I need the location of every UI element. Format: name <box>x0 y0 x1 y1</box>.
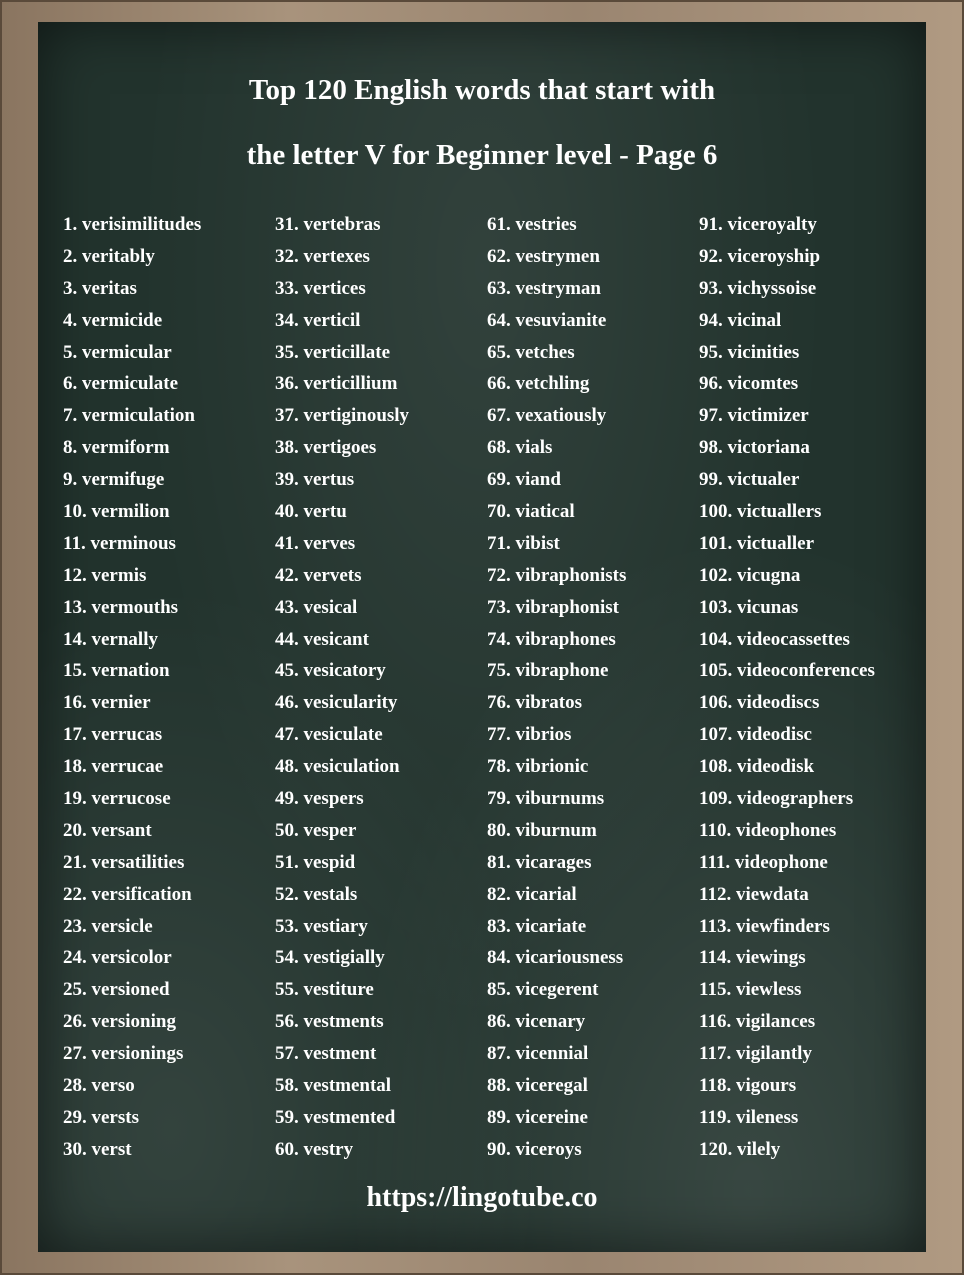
word-list-item: 55. vestiture <box>275 979 374 1001</box>
word-list-item: 69. viand <box>487 469 561 491</box>
word-list-item: 16. vernier <box>63 692 151 714</box>
word-list-item: 84. vicariousness <box>487 947 624 969</box>
word-list-item: 13. vermouths <box>63 596 179 618</box>
word-list-item: 100. victuallers <box>699 501 822 523</box>
word-list-item: 15. vernation <box>63 660 170 682</box>
title-line-1: Top 120 English words that start with <box>248 74 716 106</box>
word-list-item: 58. vestmental <box>275 1075 392 1097</box>
word-list-item: 66. vetchling <box>487 373 590 395</box>
word-list-item: 56. vestments <box>275 1011 384 1033</box>
word-list-item: 97. victimizer <box>699 405 809 427</box>
word-list-item: 57. vestment <box>275 1043 377 1065</box>
word-list-item: 89. vicereine <box>487 1106 588 1128</box>
word-list-item: 109. videographers <box>699 788 854 810</box>
word-list-item: 71. vibist <box>487 532 560 554</box>
footer-url: https://lingotube.co <box>366 1182 598 1213</box>
word-list-item: 101. victualler <box>699 532 815 554</box>
word-list-item: 41. verves <box>275 532 356 554</box>
word-list-item: 86. vicenary <box>487 1011 586 1033</box>
word-list-item: 20. versant <box>63 819 152 841</box>
word-list-item: 22. versification <box>63 883 192 905</box>
word-list-item: 74. vibraphones <box>487 628 616 650</box>
word-list-item: 59. vestmented <box>275 1106 396 1128</box>
word-list-item: 27. versionings <box>63 1043 184 1065</box>
word-list-item: 91. viceroyalty <box>699 214 817 235</box>
word-list-item: 38. vertigoes <box>275 437 377 459</box>
word-list-item: 114. viewings <box>699 947 806 969</box>
title-line-2: the letter V for Beginner level - Page 6 <box>246 139 718 171</box>
word-list-item: 4. vermicide <box>63 309 163 331</box>
word-list-item: 18. verrucae <box>63 756 164 778</box>
word-list-item: 45. vesicatory <box>275 660 386 682</box>
word-list-item: 50. vesper <box>275 819 357 841</box>
word-list-item: 111. videophone <box>699 851 828 873</box>
word-list-item: 47. vesiculate <box>275 724 383 746</box>
word-list-item: 94. vicinal <box>699 309 782 331</box>
word-column-3 <box>487 209 626 1166</box>
word-list-item: 75. vibraphone <box>487 660 609 682</box>
word-list-item: 103. vicunas <box>699 596 799 618</box>
word-list-item: 95. vicinities <box>699 341 800 363</box>
word-list-item: 11. verminous <box>63 532 176 554</box>
word-list-item: 32. vertexes <box>275 245 370 267</box>
word-list-item: 98. victoriana <box>699 437 810 459</box>
word-list-item: 118. vigours <box>699 1075 797 1097</box>
word-list-item: 7. vermiculation <box>63 405 195 427</box>
word-list-item: 119. vileness <box>699 1106 799 1128</box>
word-list-item: 85. vicegerent <box>487 979 599 1001</box>
word-list-item: 3. veritas <box>63 277 137 299</box>
word-list-item: 29. versts <box>63 1106 139 1128</box>
word-list-item: 65. vetches <box>487 341 575 363</box>
word-list-item: 80. viburnum <box>487 819 597 841</box>
word-list-item: 93. vichyssoise <box>699 277 817 299</box>
word-list-item: 12. vermis <box>63 564 147 586</box>
word-list-item: 17. verrucas <box>63 724 163 746</box>
word-list-item: 64. vesuvianite <box>487 309 607 331</box>
word-list-item: 43. vesical <box>275 596 358 618</box>
word-list-item: 78. vibrionic <box>487 756 589 778</box>
word-list-item: 51. vespid <box>275 851 356 873</box>
word-list-item: 42. vervets <box>275 564 362 586</box>
word-list-item: 117. vigilantly <box>699 1043 812 1065</box>
word-list-item: 67. vexatiously <box>487 405 607 427</box>
word-list-item: 81. vicarages <box>487 851 592 873</box>
word-list-item: 33. vertices <box>275 277 366 299</box>
word-column-4 <box>699 209 875 1166</box>
word-list-item: 99. victualer <box>699 469 800 491</box>
word-list-item: 102. vicugna <box>699 564 801 586</box>
word-list-item: 106. videodiscs <box>699 692 820 714</box>
word-list-item: 36. verticillium <box>275 373 398 395</box>
word-list-item: 1. verisimilitudes <box>63 214 202 235</box>
word-list-item: 24. versicolor <box>63 947 172 969</box>
word-list-item: 37. vertiginously <box>275 405 410 427</box>
word-list-item: 31. vertebras <box>275 214 381 235</box>
word-list-item: 5. vermicular <box>63 341 172 363</box>
word-list-item: 96. vicomtes <box>699 373 799 395</box>
word-list-item: 73. vibraphonist <box>487 596 619 618</box>
word-column-2 <box>275 209 409 1166</box>
word-list-item: 82. vicarial <box>487 883 577 905</box>
word-list-item: 34. verticil <box>275 309 361 331</box>
word-list-item: 76. vibratos <box>487 692 582 714</box>
word-list-item: 44. vesicant <box>275 628 369 650</box>
word-list-item: 26. versioning <box>63 1011 176 1033</box>
word-list-item: 6. vermiculate <box>63 373 179 395</box>
word-list-item: 25. versioned <box>63 979 170 1001</box>
word-list-item: 72. vibraphonists <box>487 564 627 586</box>
word-list-item: 54. vestigially <box>275 947 385 969</box>
word-list-item: 104. videocassettes <box>699 628 850 650</box>
word-list-item: 87. vicennial <box>487 1043 589 1065</box>
word-list-item: 115. viewless <box>699 979 802 1001</box>
word-list-item: 108. videodisk <box>699 756 815 778</box>
word-list-item: 53. vestiary <box>275 915 368 937</box>
word-list-item: 79. viburnums <box>487 788 605 810</box>
word-list-item: 63. vestryman <box>487 277 601 299</box>
word-list-item: 9. vermifuge <box>63 469 165 491</box>
word-list-item: 77. vibrios <box>487 724 572 746</box>
word-list-item: 68. vials <box>487 437 553 459</box>
word-list-item: 113. viewfinders <box>699 915 830 937</box>
word-list-item: 10. vermilion <box>63 501 170 523</box>
word-list-item: 61. vestries <box>487 214 577 235</box>
word-list-item: 105. videoconferences <box>699 660 875 682</box>
word-list-item: 110. videophones <box>699 819 837 841</box>
word-list-item: 88. viceregal <box>487 1075 588 1097</box>
word-list-item: 120. vilely <box>699 1138 781 1160</box>
word-list-item: 30. verst <box>63 1138 132 1160</box>
word-list-item: 39. vertus <box>275 469 355 491</box>
word-list-item: 49. vespers <box>275 788 364 810</box>
word-list-item: 40. vertu <box>275 501 347 523</box>
word-list-item: 90. viceroys <box>487 1138 582 1160</box>
word-list-item: 83. vicariate <box>487 915 587 937</box>
word-list-item: 14. vernally <box>63 628 158 650</box>
word-list-item: 112. viewdata <box>699 883 809 905</box>
word-list-item: 107. videodisc <box>699 724 812 746</box>
word-list-item: 48. vesiculation <box>275 756 400 778</box>
word-list-item: 19. verrucose <box>63 788 171 810</box>
word-list-item: 70. viatical <box>487 501 575 523</box>
word-list-item: 92. viceroyship <box>699 245 821 267</box>
word-list-item: 35. verticillate <box>275 341 391 363</box>
word-list-item: 60. vestry <box>275 1138 354 1160</box>
word-list-item: 2. veritably <box>63 245 155 267</box>
word-list-item: 23. versicle <box>63 915 153 937</box>
word-column-1 <box>63 209 201 1166</box>
word-list-item: 62. vestrymen <box>487 245 600 267</box>
word-list-item: 116. vigilances <box>699 1011 816 1033</box>
word-list-item: 46. vesicularity <box>275 692 398 714</box>
word-list-item: 52. vestals <box>275 883 358 905</box>
word-list-item: 8. vermiform <box>63 437 170 459</box>
word-list-item: 21. versatilities <box>63 851 185 873</box>
word-list-item: 28. verso <box>63 1075 135 1097</box>
